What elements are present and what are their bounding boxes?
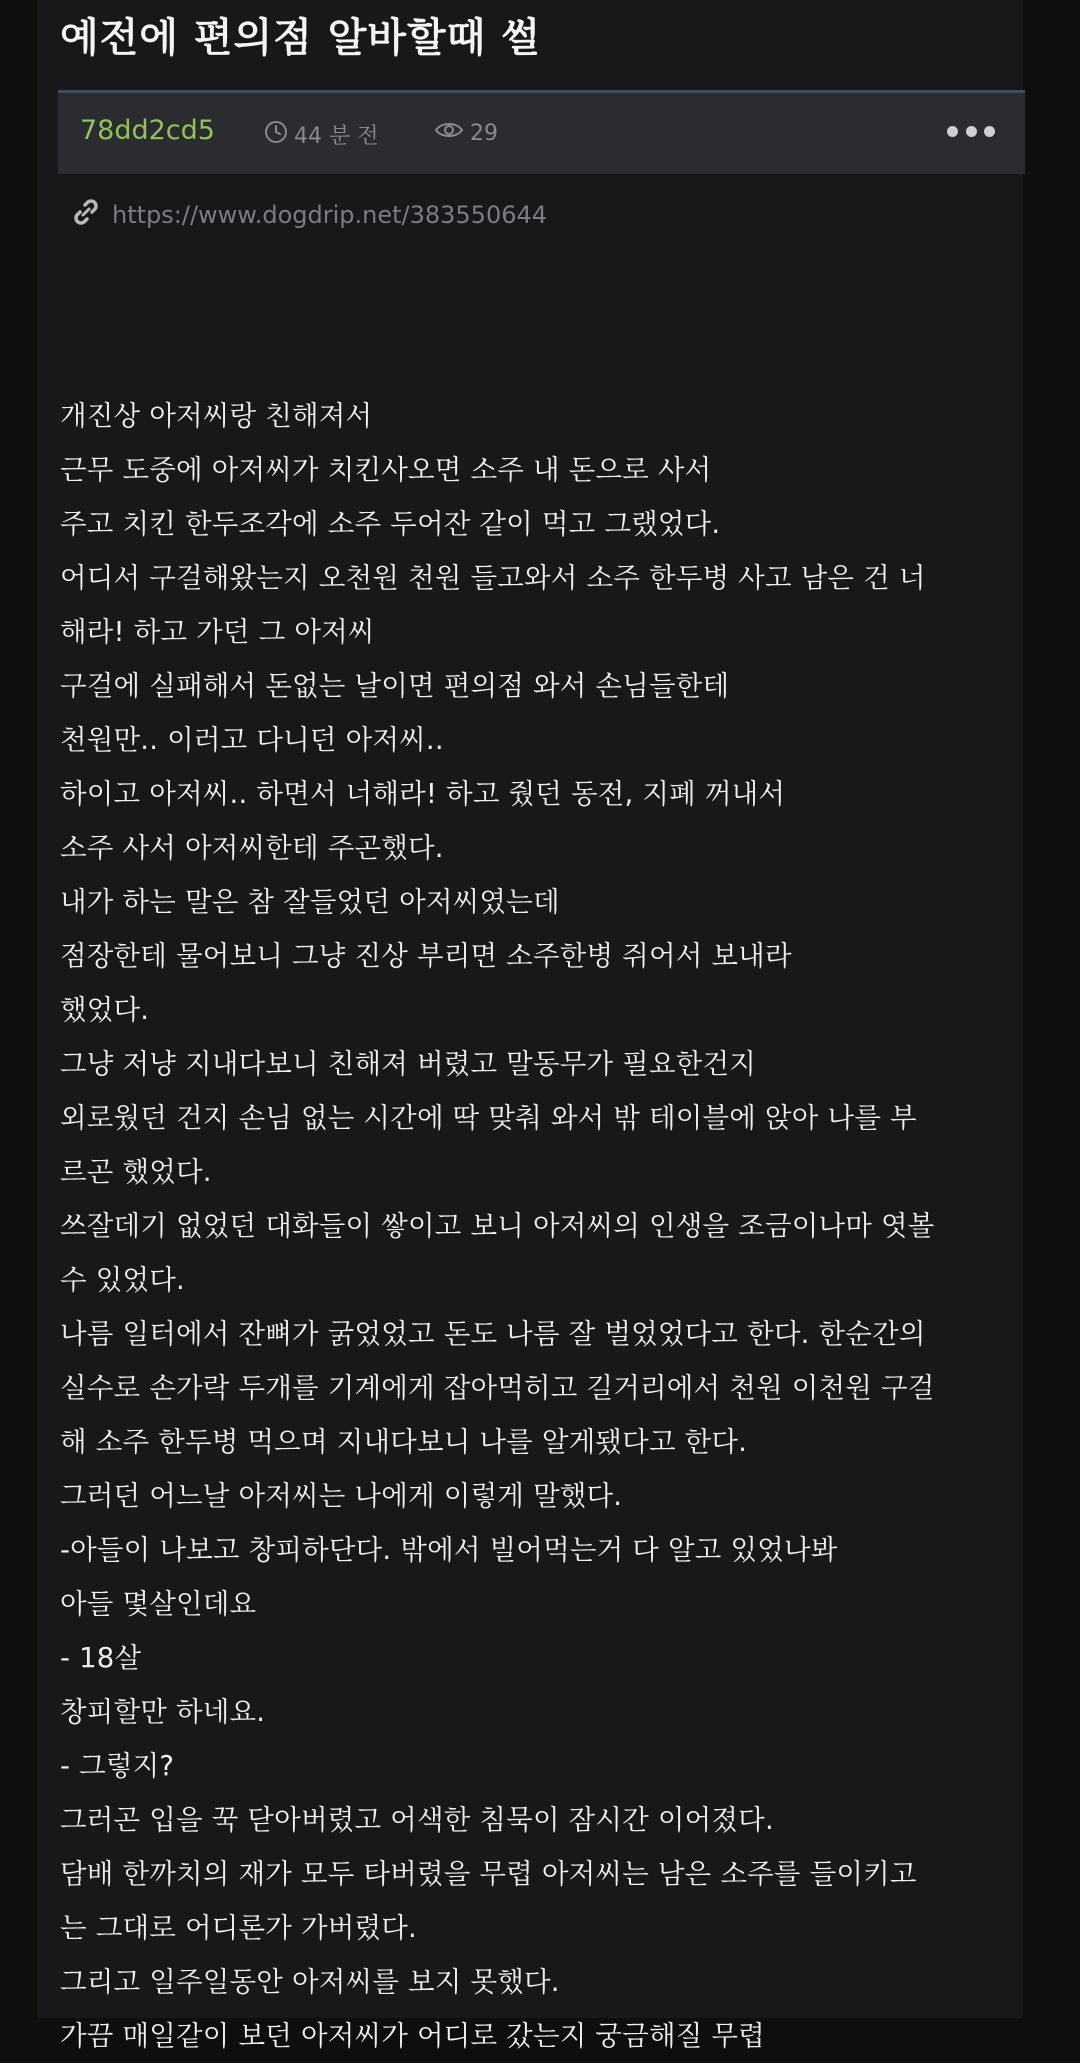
- eye-icon: [434, 119, 470, 147]
- content-line: 수 있었다.: [60, 1264, 185, 1296]
- post-time: [264, 119, 379, 150]
- clock-icon: [264, 120, 294, 150]
- content-line: 어디서 구걸해왔는지 오천원 천원 들고와서 소주 한두병 사고 남은 건 너: [60, 562, 926, 594]
- more-dots-icon: [947, 126, 958, 137]
- content-line: 근무 도중에 아저씨가 치킨사오면 소주 내 돈으로 사서: [60, 454, 712, 486]
- author-name[interactable]: 78dd2cd5: [80, 115, 215, 146]
- content-line: 개진상 아저씨랑 친해져서: [60, 400, 373, 432]
- more-options-button[interactable]: [947, 119, 995, 143]
- link-icon: [70, 196, 112, 234]
- content-line: 가끔 매일같이 보던 아저씨가 어디로 갔는지 궁금해질 무렵: [60, 2020, 765, 2052]
- content-line: 외로웠던 건지 손님 없는 시간에 딱 맞춰 와서 밖 테이블에 앉아 나를 부: [60, 1102, 917, 1134]
- content-line: 그러던 어느날 아저씨는 나에게 이렇게 말했다.: [60, 1480, 623, 1512]
- content-line: 주고 치킨 한두조각에 소주 두어잔 같이 먹고 그랬었다.: [60, 508, 721, 540]
- content-line: 그러곤 입을 꾹 닫아버렸고 어색한 침묵이 잠시간 이어졌다.: [60, 1804, 774, 1836]
- content-line: 쓰잘데기 없었던 대화들이 쌓이고 보니 아저씨의 인생을 조금이나마 엿볼: [60, 1210, 935, 1242]
- content-line: - 그렇지?: [60, 1750, 175, 1782]
- content-line: 점장한테 물어보니 그냥 진상 부리면 소주한병 쥐어서 보내라: [60, 940, 792, 972]
- time-ago-text: 44 분 전: [294, 124, 379, 149]
- content-line: 했었다.: [60, 994, 150, 1026]
- content-line: 담배 한까치의 재가 모두 타버렸을 무렵 아저씨는 남은 소주를 들이키고: [60, 1858, 917, 1890]
- content-line: 나름 일터에서 잔뼈가 굵었었고 돈도 나름 잘 벌었었다고 한다. 한순간의: [60, 1318, 926, 1350]
- post-link[interactable]: [70, 196, 547, 234]
- content-line: 천원만.. 이러고 다니던 아저씨..: [60, 724, 444, 756]
- content-line: 하이고 아저씨.. 하면서 너해라! 하고 줬던 동전, 지폐 꺼내서: [60, 778, 786, 810]
- content-line: - 18살: [60, 1642, 142, 1674]
- content-line: 아들 몇살인데요: [60, 1588, 257, 1620]
- content-line: 창피할만 하네요.: [60, 1696, 266, 1728]
- post-meta-bar: [58, 90, 1025, 174]
- content-line: 실수로 손가락 두개를 기계에게 잡아먹히고 길거리에서 천원 이천원 구걸: [60, 1372, 935, 1404]
- content-line: 르곤 했었다.: [60, 1156, 212, 1188]
- content-line: 해라! 하고 가던 그 아저씨: [60, 616, 375, 648]
- content-line: 구걸에 실패해서 돈없는 날이면 편의점 와서 손님들한테: [60, 670, 730, 702]
- post-url[interactable]: https://www.dogdrip.net/383550644: [112, 201, 548, 229]
- content-line: 해 소주 한두병 먹으며 지내다보니 나를 알게됐다고 한다.: [60, 1426, 748, 1458]
- content-line: 소주 사서 아저씨한테 주곤했다.: [60, 832, 444, 864]
- view-count: 29: [470, 120, 498, 146]
- content-line: 내가 하는 말은 참 잘들었던 아저씨였는데: [60, 886, 560, 918]
- content-line: 그리고 일주일동안 아저씨를 보지 못했다.: [60, 1966, 560, 1998]
- post-title: 예전에 편의점 알바할때 썰: [60, 15, 541, 61]
- content-line: 그냥 저냥 지내다보니 친해져 버렸고 말동무가 필요한건지: [60, 1048, 757, 1080]
- post-content: [60, 389, 1020, 2063]
- content-line: -아들이 나보고 창피하단다. 밖에서 빌어먹는거 다 알고 있었나봐: [60, 1534, 838, 1566]
- content-line: 는 그대로 어디론가 가버렸다.: [60, 1912, 417, 1944]
- post-views: [434, 119, 498, 147]
